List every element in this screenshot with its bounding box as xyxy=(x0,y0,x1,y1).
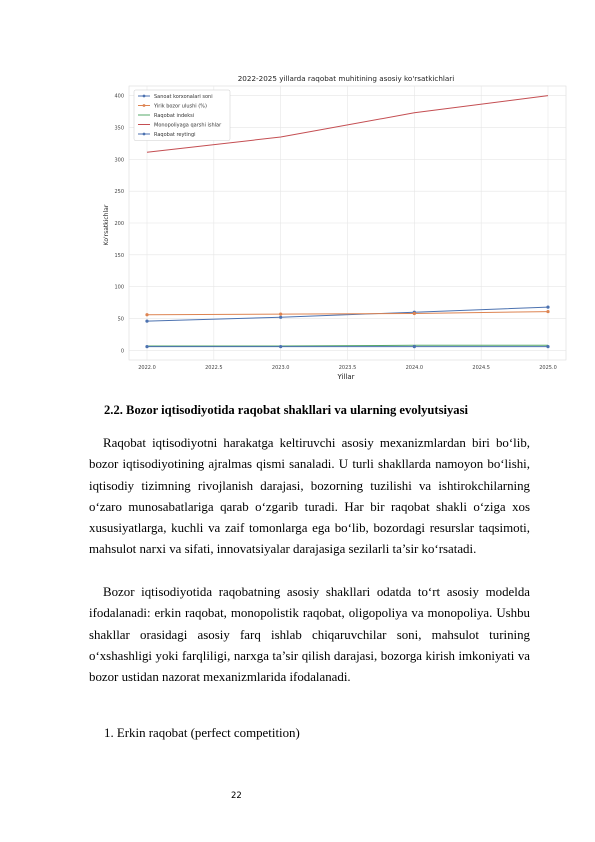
chart-title: 2022-2025 yillarda raqobat muhitining asosiy ko'rsatkichlari xyxy=(237,74,455,83)
legend-marker xyxy=(143,104,146,107)
x-tick-label: 2024.5 xyxy=(472,365,490,371)
data-point-1 xyxy=(546,306,549,309)
page-number: 22 xyxy=(231,791,242,801)
data-point-5 xyxy=(546,345,549,348)
data-point-2 xyxy=(546,310,549,313)
data-point-5 xyxy=(145,345,148,348)
data-point-1 xyxy=(279,316,282,319)
line-chart xyxy=(96,70,576,388)
y-tick-label: 100 xyxy=(114,284,124,291)
paragraph-1: Raqobat iqtisodiyotni harakatga keltiruvchi asosiy mexanizmlardan biri bo‘lib, bozor iqtisodiyotining ajralmas qismi sanaladi. U turli shakllarda namoyon bo‘lishi, iqtisodiy tizimning rivojlanish darajasi, bozorning tuzilishi va ishtirokchilarning o‘zaro munosabatlariga qarab o‘zgarib turadi. Har bir raqobat shakli o‘ziga xos xususiyatlarga, kuchli va zaif tomonlarga ega bo‘lib, bozordagi resurslar taqsimoti, mahsulot narxi va sifati, innovatsiyalar darajasiga sezilarli ta’sir ko‘rsatadi. xyxy=(89,436,530,557)
data-point-5 xyxy=(279,345,282,348)
legend-entry: Raqobat indeksi xyxy=(154,112,195,119)
x-tick-label: 2025.0 xyxy=(539,365,557,371)
data-point-2 xyxy=(413,312,416,315)
legend-marker xyxy=(143,133,146,136)
section-heading: 2.2. Bozor iqtisodiyotida raqobat shakllari va ularning evolyutsiyasi xyxy=(104,403,468,417)
legend-entry: Raqobat reytingi xyxy=(154,131,196,138)
x-tick-label: 2023.0 xyxy=(271,365,290,371)
y-tick-label: 350 xyxy=(114,125,124,132)
legend-marker xyxy=(143,95,146,98)
data-point-2 xyxy=(145,313,148,316)
y-tick-label: 150 xyxy=(114,252,124,259)
paragraph-2: Bozor iqtisodiyotida raqobatning asosiy shakllari odatda to‘rt asosiy modelda ifodalanadi: erkin raqobat, monopolistik raqobat, oligopoliya va monopoliya. Ushbu shakllar orasidagi asosiy farq ishlab chiqaruvchilar soni, mahsulot turining o‘xshashligi yoki farqliligi, narxga ta’sir qilish darajasi, bozorga kirish imkoniyati va bozor ustidan nazorat mexanizmlarida ifodalanadi. xyxy=(89,585,530,685)
x-axis-label: Yillar xyxy=(337,373,355,381)
data-point-5 xyxy=(413,345,416,348)
chart-svg xyxy=(96,70,576,388)
legend-entry: Yirik bozor ulushi (%) xyxy=(154,103,207,110)
plot-area xyxy=(114,86,566,371)
y-tick-label: 50 xyxy=(117,316,124,323)
y-tick-label: 0 xyxy=(120,348,124,355)
y-tick-label: 200 xyxy=(114,221,124,227)
x-tick-label: 2022.0 xyxy=(138,365,156,371)
y-tick-label: 400 xyxy=(114,93,124,100)
y-tick-label: 300 xyxy=(114,157,124,164)
data-point-2 xyxy=(279,313,282,316)
x-tick-label: 2024.0 xyxy=(405,365,424,371)
x-tick-label: 2023.5 xyxy=(338,365,357,371)
y-axis-label: Ko'rsatkichlar xyxy=(103,204,110,246)
legend-entry: Monopoliyaga qarshi ishlar xyxy=(154,122,222,129)
data-point-1 xyxy=(145,320,148,323)
y-tick-label: 250 xyxy=(114,189,124,196)
x-tick-label: 2022.5 xyxy=(205,365,223,371)
list-item-erkin-raqobat: 1. Erkin raqobat (perfect competition) xyxy=(104,726,300,740)
legend-entry: Sanoat korxonalari soni xyxy=(154,93,213,100)
